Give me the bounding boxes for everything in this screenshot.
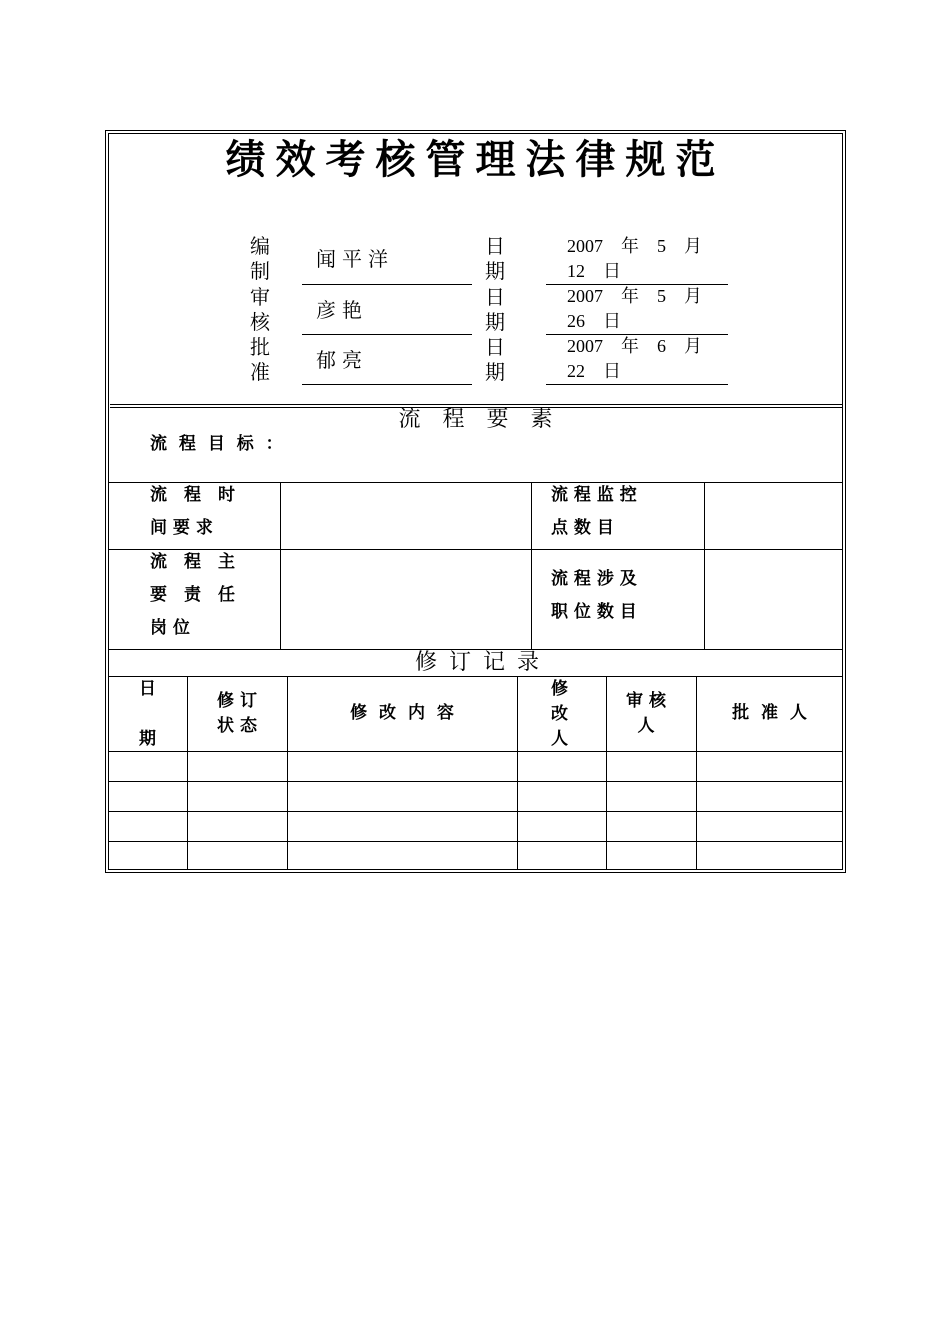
revision-section-title: 修订记录: [414, 650, 551, 675]
revision-row-line-2: [108, 811, 843, 812]
reviewed-date-line1: 2007 年 5 月: [567, 286, 702, 306]
role-label-prepared-text: 编 制: [250, 234, 270, 283]
document-title: 绩效考核管理法律规范: [225, 137, 726, 183]
process-goal-label: 流 程 目 标 ：: [150, 434, 283, 454]
preparer-name: 闻平洋: [316, 247, 394, 271]
main-responsibility-label-3: 岗 位: [150, 618, 190, 638]
header-revision-status: [187, 689, 287, 739]
process-section-title: 流程要素: [398, 407, 575, 432]
reviewer-underline: [302, 334, 472, 335]
positions-involved-label-1: 流 程 涉 及: [551, 569, 637, 589]
date-label-approved-text: 日 期: [485, 335, 505, 384]
reviewed-date: [567, 284, 727, 334]
header-date-2: 期: [139, 729, 156, 749]
header-revision-status-2: 状 态: [217, 716, 257, 736]
approved-date-line1: 2007 年 6 月: [567, 336, 702, 356]
time-requirement-label-2: 间 要 求: [150, 518, 213, 538]
role-label-approved: [247, 335, 273, 385]
prepared-date-line1: 2007 年 5 月: [567, 236, 702, 256]
time-requirement-label: [150, 479, 265, 545]
role-label-reviewed-text: 审 核: [250, 285, 270, 334]
header-modifier: [517, 677, 602, 752]
revision-row-line-1: [108, 781, 843, 782]
header-date-1: 日: [139, 679, 156, 699]
role-label-prepared: [247, 234, 273, 284]
date-label-reviewed-text: 日 期: [485, 285, 505, 334]
header-revision-status-1: 修 订: [217, 691, 257, 711]
main-responsibility-label-1: 流 程 主: [150, 552, 235, 572]
date-label-prepared-text: 日 期: [485, 234, 505, 283]
monitor-points-label-1: 流 程 监 控: [551, 485, 637, 505]
approved-date-underline: [546, 384, 728, 385]
date-label-reviewed: [482, 285, 508, 335]
date-label-prepared: [482, 234, 508, 284]
date-label-approved: [482, 335, 508, 385]
process-col-line-1: [280, 482, 281, 649]
header-modifier-3: 人: [551, 729, 568, 749]
positions-involved-label: [551, 563, 637, 629]
reviewer-name: 彦艳: [316, 298, 368, 322]
role-label-reviewed: [247, 285, 273, 335]
header-modifier-2: 改: [551, 704, 568, 724]
role-label-approved-text: 批 准: [250, 335, 270, 384]
header-content: 修 改 内 容: [350, 703, 454, 723]
approved-date-line2: 22 日: [567, 361, 621, 381]
header-approver: 批 准 人: [732, 703, 807, 723]
main-responsibility-label: [150, 546, 235, 645]
positions-involved-label-2: 职 位 数 目: [551, 602, 637, 622]
revision-row-line-3: [108, 841, 843, 842]
monitor-points-label-2: 点 数 目: [551, 518, 614, 538]
process-col-line-3: [704, 482, 705, 649]
header-reviewer-1: 审 核: [626, 691, 666, 711]
header-date: [108, 677, 187, 752]
main-responsibility-label-2: 要 责 任: [150, 585, 235, 605]
monitor-points-label: [551, 479, 637, 545]
approver-underline: [302, 384, 472, 385]
revision-header-bottom-line: [108, 751, 843, 752]
revision-header-top-line: [108, 676, 843, 677]
preparer-underline: [302, 284, 472, 285]
prepared-date-line2: 12 日: [567, 261, 621, 281]
header-reviewer-2: 人: [637, 716, 655, 736]
time-requirement-label-1: 流 程 时: [150, 485, 235, 505]
process-col-line-2: [531, 482, 532, 649]
header-modifier-1: 修: [551, 679, 568, 699]
prepared-date: [567, 234, 727, 284]
reviewed-date-line2: 26 日: [567, 311, 621, 331]
approved-date: [567, 334, 727, 384]
approver-name: 郁亮: [316, 348, 368, 372]
header-reviewer: [606, 689, 686, 739]
